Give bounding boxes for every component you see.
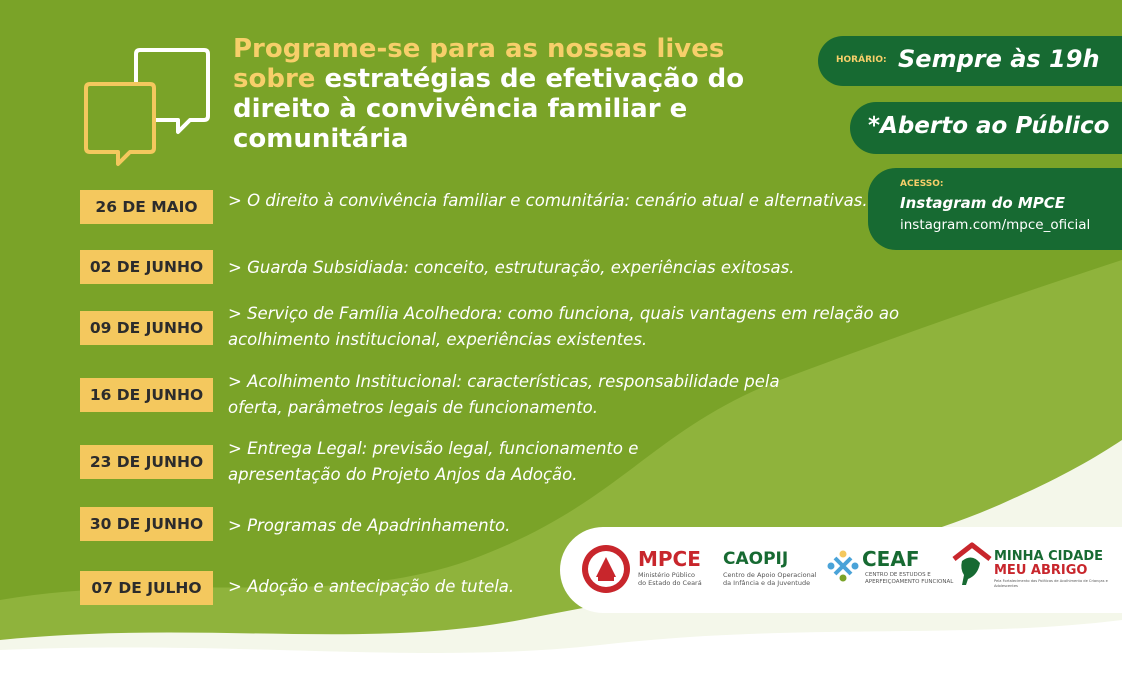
mpce-sub2: do Estado do Ceará bbox=[638, 579, 702, 587]
schedule-topic bbox=[228, 513, 510, 539]
topic-line: acolhimento institucional, experiências existentes. bbox=[228, 330, 648, 349]
topic-line: > Guarda Subsidiada: conceito, estruturação, experiências exitosas. bbox=[228, 258, 795, 277]
aberto-text: *Aberto ao Público bbox=[868, 113, 1110, 139]
ceaf-name: CEAF bbox=[862, 547, 920, 571]
title-rest: estratégias de efetivação do direito à convivência familiar e comunitária bbox=[233, 64, 745, 154]
ceaf-sub1: CENTRO DE ESTUDOS E bbox=[865, 572, 931, 578]
schedule-topic bbox=[228, 369, 780, 421]
caopij-sub2: da Infância e da Juventude bbox=[723, 579, 811, 587]
ceaf-emblem-icon bbox=[826, 549, 860, 583]
topic-line: apresentação do Projeto Anjos da Adoção. bbox=[228, 465, 578, 484]
schedule-topic bbox=[228, 301, 899, 353]
topic-line: > Acolhimento Institucional: características, responsabilidade pela bbox=[228, 372, 780, 391]
schedule-date: 07 DE JULHO bbox=[80, 571, 213, 605]
schedule-date: 09 DE JUNHO bbox=[80, 311, 213, 345]
horario-label: HORÁRIO: bbox=[836, 55, 887, 65]
ceaf-sub2: APERFEIÇOAMENTO FUNCIONAL bbox=[865, 579, 954, 585]
minha-line2: MEU ABRIGO bbox=[994, 563, 1088, 578]
acesso-badge[interactable] bbox=[868, 168, 1122, 250]
caopij-name: CAOPIJ bbox=[723, 549, 789, 569]
topic-line: > Serviço de Família Acolhedora: como funciona, quais vantagens em relação ao bbox=[228, 304, 900, 323]
schedule-topic bbox=[228, 574, 514, 600]
schedule-date: 02 DE JUNHO bbox=[80, 250, 213, 284]
acesso-name: Instagram do MPCE bbox=[900, 194, 1066, 212]
mpce-name: MPCE bbox=[638, 547, 701, 571]
schedule-date: 16 DE JUNHO bbox=[80, 378, 213, 412]
title-highlight: Programe-se para as nossas lives sobre bbox=[233, 34, 725, 94]
schedule-topic bbox=[228, 436, 638, 488]
mpce-seal-icon bbox=[580, 543, 632, 595]
minha-line1: MINHA CIDADE bbox=[994, 549, 1104, 564]
aberto-badge bbox=[850, 102, 1122, 154]
house-icon bbox=[952, 541, 992, 587]
schedule-date: 30 DE JUNHO bbox=[80, 507, 213, 541]
schedule-topic bbox=[228, 255, 794, 281]
schedule-date: 23 DE JUNHO bbox=[80, 445, 213, 479]
caopij-sub1: Centro de Apoio Operacional bbox=[723, 571, 817, 579]
topic-line: > Entrega Legal: previsão legal, funcionamento e bbox=[228, 439, 639, 458]
topic-line: > O direito à convivência familiar e comunitária: cenário atual e alternativas. bbox=[228, 191, 868, 210]
page-title bbox=[233, 34, 803, 154]
topic-line: > Programas de Apadrinhamento. bbox=[228, 516, 511, 535]
horario-badge bbox=[818, 36, 1122, 86]
schedule-date: 26 DE MAIO bbox=[80, 190, 213, 224]
chat-bubbles-icon bbox=[82, 44, 212, 170]
mpce-sub1: Ministério Público bbox=[638, 571, 696, 579]
topic-line: > Adoção e antecipação de tutela. bbox=[228, 577, 515, 596]
acesso-url[interactable]: instagram.com/mpce_oficial bbox=[900, 217, 1091, 233]
logos-panel bbox=[560, 527, 1122, 613]
acesso-label: ACESSO: bbox=[900, 179, 944, 189]
minha-sub: Pela Fortalecimento das Políticas de Acolhimento de Crianças e Adolescentes bbox=[994, 579, 1108, 588]
schedule-topic bbox=[228, 188, 868, 214]
horario-value: Sempre às 19h bbox=[898, 45, 1100, 73]
topic-line: oferta, parâmetros legais de funcionamento. bbox=[228, 398, 598, 417]
